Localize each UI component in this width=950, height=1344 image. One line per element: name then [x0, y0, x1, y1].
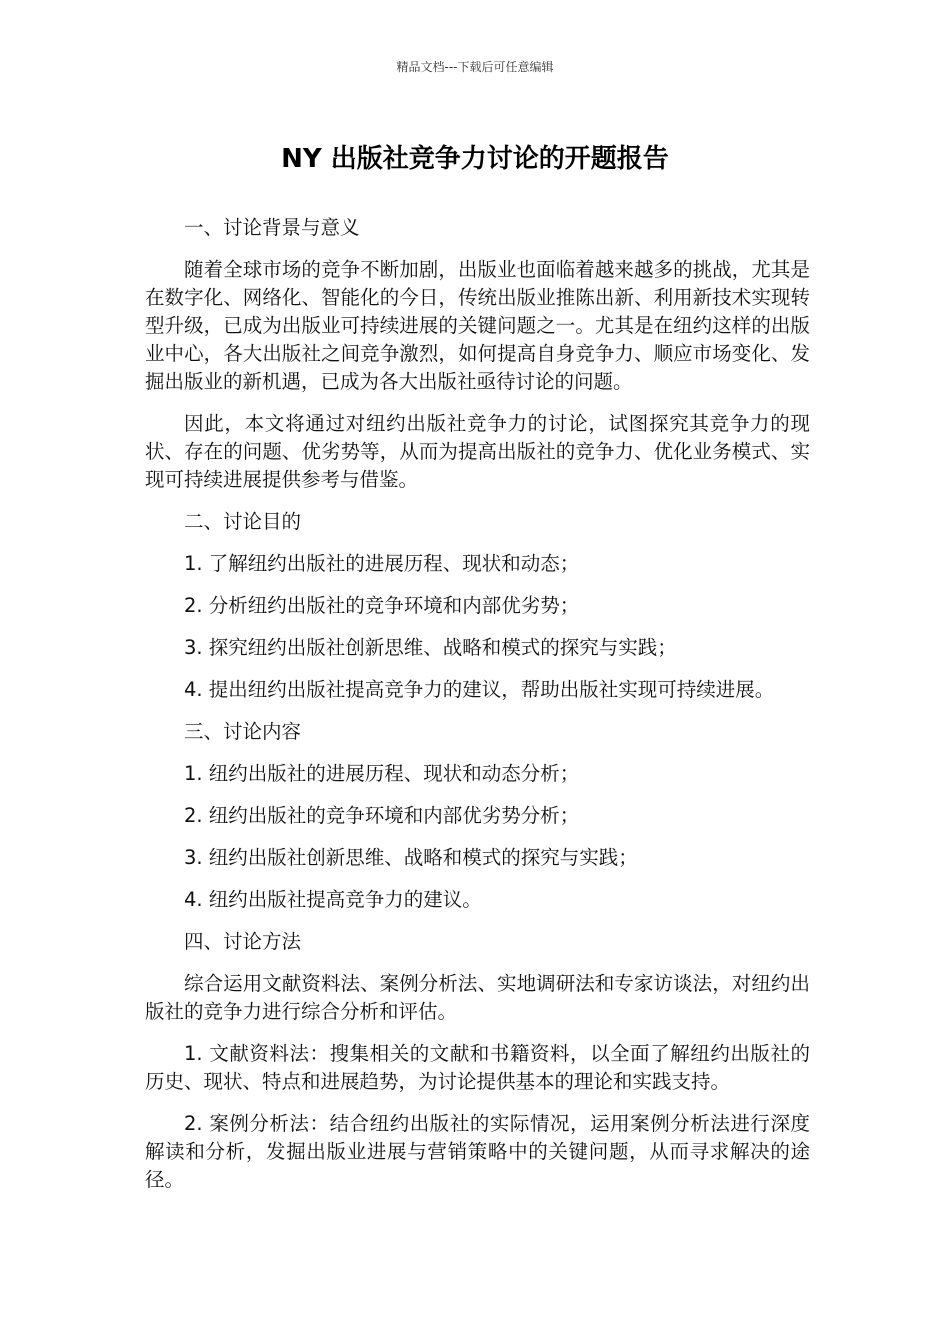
list-item-objective-3: 3. 探究纽约出版社创新思维、战略和模式的探究与实践； [184, 636, 677, 659]
section-heading-objectives: 二、讨论目的 [184, 510, 302, 533]
paragraph-purpose-intro: 因此，本文将通过对纽约出版社竞争力的讨论，试图探究其竞争力的现状、存在的问题、优劣势等，从而为提高出版社的竞争力、优化业务模式、实现可持续进展提供参考与借鉴。 [145, 412, 810, 491]
list-item-content-3: 3. 纽约出版社创新思维、战略和模式的探究与实践； [184, 846, 638, 869]
list-item-objective-4: 4. 提出纽约出版社提高竞争力的建议，帮助出版社实现可持续进展。 [184, 678, 775, 701]
document-body [145, 214, 810, 1208]
paragraph-method-case-study: 2. 案例分析法：结合纽约出版社的实际情况，运用案例分析法进行深度解读和分析，发掘出版业进展与营销策略中的关键问题，从而寻求解决的途径。 [145, 1112, 810, 1191]
paragraph-background: 随着全球市场的竞争不断加剧，出版业也面临着越来越多的挑战，尤其是在数字化、网络化、智能化的今日，传统出版业推陈出新、利用新技术实现转型升级，已成为出版业可持续进展的关键问题之一。尤其是在纽约这样的出版业中心，各大出版社之间竞争激烈，如何提高自身竞争力、顺应市场变化、发掘出版业的新机遇，已成为各大出版社亟待讨论的问题。 [145, 258, 810, 393]
paragraph-methods-overview: 综合运用文献资料法、案例分析法、实地调研法和专家访谈法，对纽约出版社的竞争力进行综合分析和评估。 [145, 972, 810, 1023]
paragraph-method-literature: 1. 文献资料法：搜集相关的文献和书籍资料，以全面了解纽约出版社的历史、现状、特点和进展趋势，为讨论提供基本的理论和实践支持。 [145, 1042, 810, 1093]
list-item-objective-2: 2. 分析纽约出版社的竞争环境和内部优劣势； [184, 594, 580, 617]
list-item-content-1: 1. 纽约出版社的进展历程、现状和动态分析； [184, 762, 580, 785]
section-heading-background: 一、讨论背景与意义 [184, 216, 360, 239]
page-header: 精品文档---下载后可任意编辑 [396, 60, 554, 74]
list-item-content-4: 4. 纽约出版社提高竞争力的建议。 [184, 888, 482, 911]
list-item-objective-1: 1. 了解纽约出版社的进展历程、现状和动态； [184, 552, 580, 575]
section-heading-content: 三、讨论内容 [184, 720, 302, 743]
section-heading-methods: 四、讨论方法 [184, 930, 302, 953]
document-title: NY 出版社竞争力讨论的开题报告 [281, 144, 669, 174]
list-item-content-2: 2. 纽约出版社的竞争环境和内部优劣势分析； [184, 804, 580, 827]
